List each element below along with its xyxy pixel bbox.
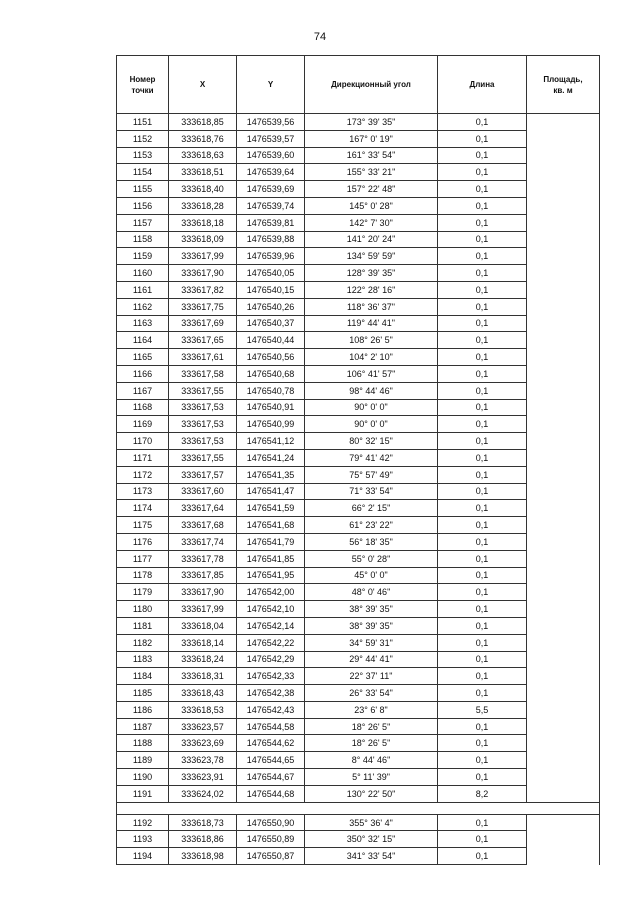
cell-point-number: 1190	[117, 769, 169, 786]
cell-y: 1476540,78	[237, 382, 305, 399]
cell-y: 1476542,00	[237, 584, 305, 601]
cell-x: 333617,58	[169, 365, 237, 382]
cell-point-number: 1167	[117, 382, 169, 399]
cell-x: 333624,02	[169, 785, 237, 802]
cell-direction-angle: 128° 39' 35"	[305, 265, 438, 282]
cell-length: 0,1	[438, 181, 527, 198]
cell-length: 0,1	[438, 416, 527, 433]
cell-y: 1476544,62	[237, 735, 305, 752]
header-y: Y	[237, 56, 305, 114]
cell-y: 1476541,47	[237, 483, 305, 500]
cell-direction-angle: 75° 57' 49"	[305, 466, 438, 483]
cell-length: 0,1	[438, 584, 527, 601]
cell-direction-angle: 66° 2' 15"	[305, 500, 438, 517]
cell-point-number: 1176	[117, 533, 169, 550]
cell-point-number: 1155	[117, 181, 169, 198]
cell-point-number: 1174	[117, 500, 169, 517]
cell-point-number: 1188	[117, 735, 169, 752]
cell-direction-angle: 5° 11' 39"	[305, 769, 438, 786]
cell-y: 1476541,12	[237, 433, 305, 450]
cell-length: 0,1	[438, 601, 527, 618]
cell-y: 1476542,33	[237, 668, 305, 685]
cell-length: 0,1	[438, 500, 527, 517]
cell-x: 333617,99	[169, 601, 237, 618]
cell-length: 0,1	[438, 718, 527, 735]
cell-direction-angle: 18° 26' 5"	[305, 735, 438, 752]
cell-length: 0,1	[438, 265, 527, 282]
cell-point-number: 1162	[117, 298, 169, 315]
cell-direction-angle: 79° 41' 42"	[305, 449, 438, 466]
cell-direction-angle: 26° 33' 54"	[305, 685, 438, 702]
cell-length: 0,1	[438, 814, 527, 831]
cell-point-number: 1175	[117, 517, 169, 534]
cell-y: 1476541,79	[237, 533, 305, 550]
cell-direction-angle: 90° 0' 0"	[305, 416, 438, 433]
cell-point-number: 1154	[117, 164, 169, 181]
table-row	[117, 814, 600, 831]
cell-x: 333618,28	[169, 197, 237, 214]
cell-point-number: 1185	[117, 685, 169, 702]
cell-x: 333617,55	[169, 449, 237, 466]
cell-length: 0,1	[438, 399, 527, 416]
cell-y: 1476544,58	[237, 718, 305, 735]
cell-y: 1476550,87	[237, 848, 305, 865]
cell-length: 0,1	[438, 114, 527, 131]
cell-point-number: 1156	[117, 197, 169, 214]
cell-x: 333617,78	[169, 550, 237, 567]
cell-x: 333617,64	[169, 500, 237, 517]
cell-x: 333617,90	[169, 265, 237, 282]
cell-length: 0,1	[438, 248, 527, 265]
cell-length: 0,1	[438, 449, 527, 466]
cell-length: 0,1	[438, 349, 527, 366]
cell-x: 333617,55	[169, 382, 237, 399]
cell-length: 0,1	[438, 298, 527, 315]
cell-direction-angle: 90° 0' 0"	[305, 399, 438, 416]
cell-y: 1476544,68	[237, 785, 305, 802]
cell-y: 1476540,91	[237, 399, 305, 416]
cell-x: 333623,57	[169, 718, 237, 735]
cell-length: 0,1	[438, 517, 527, 534]
cell-y: 1476541,95	[237, 567, 305, 584]
cell-length: 5,5	[438, 701, 527, 718]
cell-point-number: 1186	[117, 701, 169, 718]
cell-direction-angle: 155° 33' 21"	[305, 164, 438, 181]
cell-point-number: 1170	[117, 433, 169, 450]
cell-point-number: 1152	[117, 130, 169, 147]
cell-x: 333618,53	[169, 701, 237, 718]
cell-length: 0,1	[438, 466, 527, 483]
cell-direction-angle: 98° 44' 46"	[305, 382, 438, 399]
cell-area	[527, 114, 600, 803]
cell-point-number: 1163	[117, 315, 169, 332]
cell-length: 0,1	[438, 617, 527, 634]
cell-point-number: 1173	[117, 483, 169, 500]
cell-length: 0,1	[438, 668, 527, 685]
cell-y: 1476540,05	[237, 265, 305, 282]
cell-direction-angle: 18° 26' 5"	[305, 718, 438, 735]
cell-y: 1476540,68	[237, 365, 305, 382]
cell-x: 333618,04	[169, 617, 237, 634]
cell-direction-angle: 173° 39' 35"	[305, 114, 438, 131]
cell-y: 1476540,56	[237, 349, 305, 366]
cell-length: 0,1	[438, 164, 527, 181]
cell-x: 333617,75	[169, 298, 237, 315]
cell-length: 0,1	[438, 382, 527, 399]
cell-direction-angle: 38° 39' 35"	[305, 617, 438, 634]
cell-direction-angle: 145° 0' 28"	[305, 197, 438, 214]
table-row	[117, 114, 600, 131]
cell-direction-angle: 29° 44' 41"	[305, 651, 438, 668]
cell-x: 333618,73	[169, 814, 237, 831]
cell-point-number: 1180	[117, 601, 169, 618]
cell-length: 0,1	[438, 634, 527, 651]
cell-y: 1476542,22	[237, 634, 305, 651]
cell-x: 333623,78	[169, 752, 237, 769]
cell-y: 1476539,56	[237, 114, 305, 131]
cell-y: 1476542,10	[237, 601, 305, 618]
cell-direction-angle: 157° 22' 48"	[305, 181, 438, 198]
cell-y: 1476542,38	[237, 685, 305, 702]
cell-length: 0,1	[438, 533, 527, 550]
cell-direction-angle: 119° 44' 41"	[305, 315, 438, 332]
cell-direction-angle: 61° 23' 22"	[305, 517, 438, 534]
cell-x: 333617,90	[169, 584, 237, 601]
cell-x: 333617,53	[169, 399, 237, 416]
cell-x: 333617,85	[169, 567, 237, 584]
cell-y: 1476540,37	[237, 315, 305, 332]
cell-length: 0,1	[438, 483, 527, 500]
cell-x: 333618,85	[169, 114, 237, 131]
cell-direction-angle: 130° 22' 50"	[305, 785, 438, 802]
cell-point-number: 1168	[117, 399, 169, 416]
cell-point-number: 1177	[117, 550, 169, 567]
cell-length: 0,1	[438, 651, 527, 668]
cell-direction-angle: 23° 6' 8"	[305, 701, 438, 718]
cell-x: 333617,61	[169, 349, 237, 366]
cell-x: 333618,98	[169, 848, 237, 865]
cell-y: 1476541,68	[237, 517, 305, 534]
cell-y: 1476539,81	[237, 214, 305, 231]
cell-y: 1476550,89	[237, 831, 305, 848]
header-length: Длина	[438, 56, 527, 114]
cell-x: 333623,91	[169, 769, 237, 786]
cell-y: 1476540,26	[237, 298, 305, 315]
cell-direction-angle: 55° 0' 28"	[305, 550, 438, 567]
table-header-row	[117, 56, 600, 114]
header-area: Площадь, кв. м	[527, 56, 600, 114]
cell-point-number: 1169	[117, 416, 169, 433]
cell-point-number: 1166	[117, 365, 169, 382]
cell-direction-angle: 167° 0' 19"	[305, 130, 438, 147]
cell-point-number: 1164	[117, 332, 169, 349]
cell-point-number: 1159	[117, 248, 169, 265]
cell-y: 1476539,74	[237, 197, 305, 214]
cell-direction-angle: 350° 32' 15"	[305, 831, 438, 848]
cell-x: 333617,69	[169, 315, 237, 332]
cell-direction-angle: 108° 26' 5"	[305, 332, 438, 349]
cell-y: 1476540,15	[237, 281, 305, 298]
separator-row	[117, 802, 600, 814]
cell-length: 0,1	[438, 231, 527, 248]
cell-point-number: 1165	[117, 349, 169, 366]
cell-length: 0,1	[438, 550, 527, 567]
header-x: X	[169, 56, 237, 114]
cell-y: 1476544,65	[237, 752, 305, 769]
cell-direction-angle: 71° 33' 54"	[305, 483, 438, 500]
cell-length: 0,1	[438, 332, 527, 349]
cell-y: 1476544,67	[237, 769, 305, 786]
cell-length: 0,1	[438, 214, 527, 231]
cell-y: 1476539,60	[237, 147, 305, 164]
cell-direction-angle: 341° 33' 54"	[305, 848, 438, 865]
cell-direction-angle: 48° 0' 46"	[305, 584, 438, 601]
cell-x: 333617,68	[169, 517, 237, 534]
cell-point-number: 1179	[117, 584, 169, 601]
cell-point-number: 1193	[117, 831, 169, 848]
cell-direction-angle: 122° 28' 16"	[305, 281, 438, 298]
cell-x: 333618,40	[169, 181, 237, 198]
cell-length: 0,1	[438, 315, 527, 332]
cell-length: 0,1	[438, 130, 527, 147]
cell-length: 0,1	[438, 281, 527, 298]
cell-direction-angle: 8° 44' 46"	[305, 752, 438, 769]
cell-point-number: 1184	[117, 668, 169, 685]
cell-x: 333618,24	[169, 651, 237, 668]
cell-point-number: 1153	[117, 147, 169, 164]
cell-x: 333618,63	[169, 147, 237, 164]
cell-point-number: 1171	[117, 449, 169, 466]
cell-y: 1476539,64	[237, 164, 305, 181]
cell-y: 1476540,99	[237, 416, 305, 433]
cell-direction-angle: 22° 37' 11"	[305, 668, 438, 685]
cell-direction-angle: 45° 0' 0"	[305, 567, 438, 584]
cell-x: 333618,31	[169, 668, 237, 685]
cell-x: 333617,57	[169, 466, 237, 483]
cell-x: 333618,14	[169, 634, 237, 651]
cell-y: 1476550,90	[237, 814, 305, 831]
cell-x: 333618,51	[169, 164, 237, 181]
cell-direction-angle: 141° 20' 24"	[305, 231, 438, 248]
cell-length: 0,1	[438, 197, 527, 214]
cell-length: 0,1	[438, 735, 527, 752]
cell-x: 333617,74	[169, 533, 237, 550]
cell-y: 1476540,44	[237, 332, 305, 349]
cell-y: 1476539,57	[237, 130, 305, 147]
separator-cell	[117, 802, 600, 814]
cell-direction-angle: 38° 39' 35"	[305, 601, 438, 618]
cell-direction-angle: 56° 18' 35"	[305, 533, 438, 550]
coordinates-table	[116, 55, 600, 865]
table-body	[117, 114, 600, 865]
cell-length: 0,1	[438, 752, 527, 769]
cell-length: 0,1	[438, 769, 527, 786]
cell-y: 1476542,43	[237, 701, 305, 718]
cell-point-number: 1151	[117, 114, 169, 131]
cell-x: 333617,82	[169, 281, 237, 298]
cell-x: 333617,99	[169, 248, 237, 265]
cell-length: 0,1	[438, 848, 527, 865]
cell-y: 1476542,14	[237, 617, 305, 634]
cell-direction-angle: 34° 59' 31"	[305, 634, 438, 651]
cell-x: 333618,86	[169, 831, 237, 848]
cell-direction-angle: 106° 41' 57"	[305, 365, 438, 382]
cell-point-number: 1183	[117, 651, 169, 668]
cell-direction-angle: 134° 59' 59"	[305, 248, 438, 265]
cell-point-number: 1161	[117, 281, 169, 298]
cell-point-number: 1181	[117, 617, 169, 634]
cell-x: 333618,76	[169, 130, 237, 147]
header-point-number: Номер точки	[117, 56, 169, 114]
page-number: 74	[313, 31, 327, 43]
cell-point-number: 1157	[117, 214, 169, 231]
cell-area	[527, 814, 600, 864]
cell-y: 1476542,29	[237, 651, 305, 668]
cell-x: 333618,43	[169, 685, 237, 702]
cell-point-number: 1160	[117, 265, 169, 282]
cell-point-number: 1158	[117, 231, 169, 248]
cell-direction-angle: 80° 32' 15"	[305, 433, 438, 450]
cell-point-number: 1194	[117, 848, 169, 865]
cell-direction-angle: 355° 36' 4"	[305, 814, 438, 831]
cell-y: 1476539,69	[237, 181, 305, 198]
cell-length: 0,1	[438, 567, 527, 584]
cell-length: 0,1	[438, 147, 527, 164]
cell-y: 1476539,88	[237, 231, 305, 248]
cell-x: 333618,09	[169, 231, 237, 248]
cell-y: 1476541,35	[237, 466, 305, 483]
cell-x: 333617,53	[169, 433, 237, 450]
cell-point-number: 1182	[117, 634, 169, 651]
cell-x: 333618,18	[169, 214, 237, 231]
cell-direction-angle: 142° 7' 30"	[305, 214, 438, 231]
cell-length: 0,1	[438, 685, 527, 702]
cell-length: 0,1	[438, 365, 527, 382]
cell-x: 333617,53	[169, 416, 237, 433]
cell-length: 0,1	[438, 433, 527, 450]
cell-length: 0,1	[438, 831, 527, 848]
cell-y: 1476541,59	[237, 500, 305, 517]
cell-direction-angle: 104° 2' 10"	[305, 349, 438, 366]
cell-direction-angle: 161° 33' 54"	[305, 147, 438, 164]
cell-point-number: 1178	[117, 567, 169, 584]
cell-x: 333617,60	[169, 483, 237, 500]
cell-point-number: 1187	[117, 718, 169, 735]
cell-direction-angle: 118° 36' 37"	[305, 298, 438, 315]
cell-length: 8,2	[438, 785, 527, 802]
cell-y: 1476541,24	[237, 449, 305, 466]
cell-y: 1476539,96	[237, 248, 305, 265]
cell-y: 1476541,85	[237, 550, 305, 567]
cell-x: 333623,69	[169, 735, 237, 752]
cell-x: 333617,65	[169, 332, 237, 349]
cell-point-number: 1191	[117, 785, 169, 802]
cell-point-number: 1192	[117, 814, 169, 831]
header-direction-angle: Дирекционный угол	[305, 56, 438, 114]
cell-point-number: 1172	[117, 466, 169, 483]
cell-point-number: 1189	[117, 752, 169, 769]
